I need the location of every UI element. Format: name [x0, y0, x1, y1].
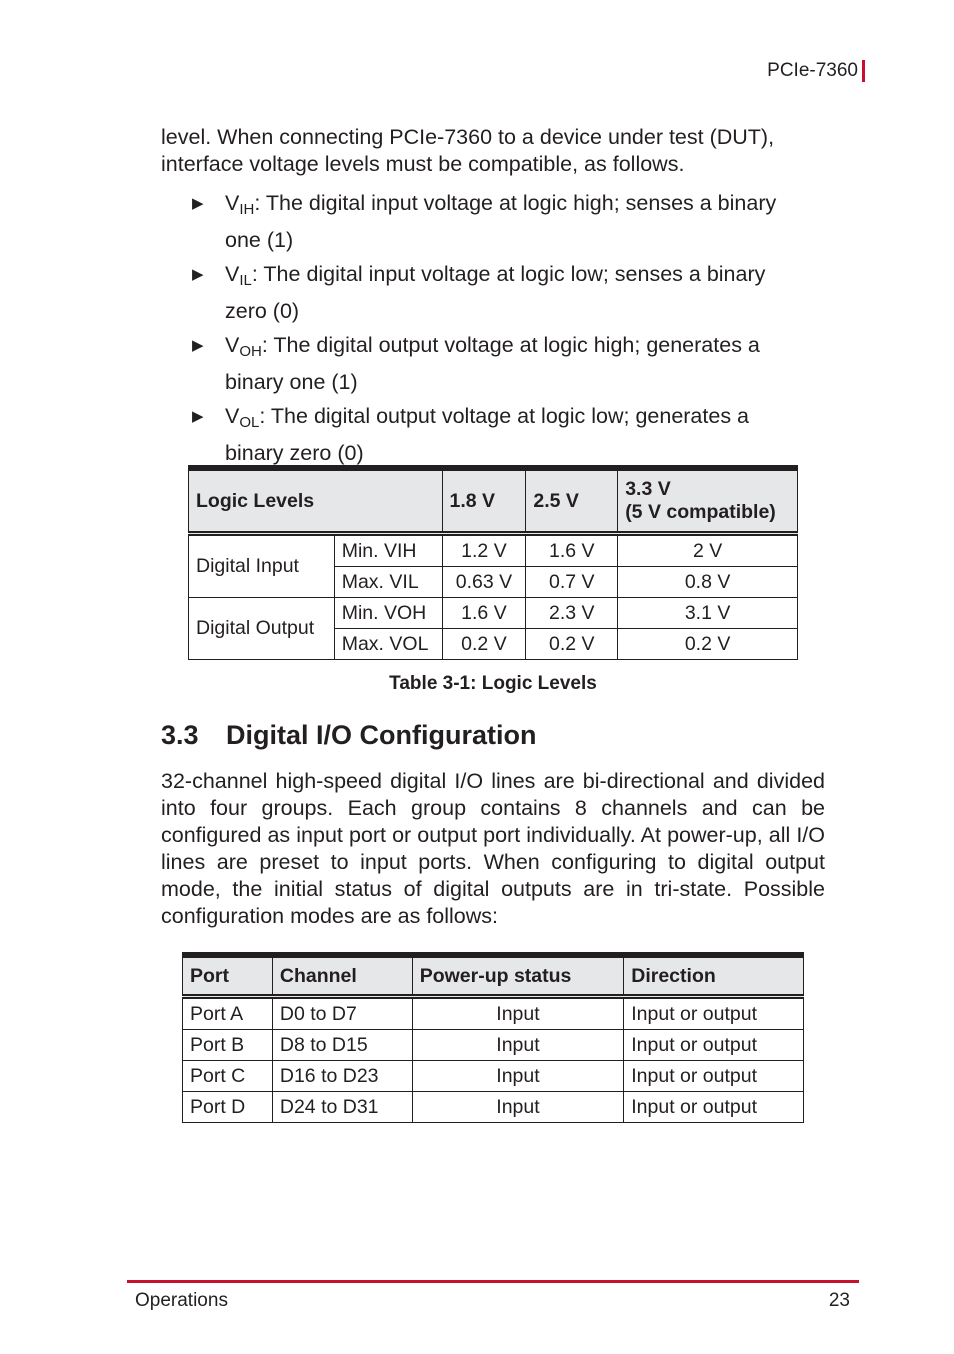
- page-header: [767, 60, 865, 82]
- group-digital-output: Digital Output: [189, 598, 335, 660]
- header-port: Port: [183, 955, 273, 997]
- port-cell: Port B: [183, 1030, 273, 1061]
- table-row: [183, 1092, 804, 1123]
- bullet-text: $V_{OH}$: The digital output voltage at logic high; generates a binary one (1): [225, 333, 760, 394]
- group-digital-input: Digital Input: [189, 534, 335, 598]
- page-number: 23: [828, 1290, 850, 1311]
- footer-divider: [127, 1280, 859, 1283]
- value-cell: 0.8 V: [618, 567, 798, 598]
- channel-cell: D24 to D31: [272, 1092, 412, 1123]
- table-caption: Table 3-1: Logic Levels: [389, 673, 597, 694]
- header-3-3v: 3.3 V (5 V compatible): [618, 468, 798, 534]
- port-cell: Port A: [183, 997, 273, 1030]
- triangle-bullet-icon: ▶: [192, 195, 204, 212]
- section-title: Digital I/O Configuration: [226, 720, 537, 750]
- header-accent-bar: [862, 60, 865, 82]
- table-row: [189, 534, 798, 567]
- bullet-text: $V_{IH}$: The digital input voltage at logic high; senses a binary one (1): [225, 191, 777, 252]
- value-cell: 1.6 V: [442, 598, 526, 629]
- header-logic-levels: Logic Levels: [189, 468, 443, 534]
- header-channel: Channel: [272, 955, 412, 997]
- value-cell: 2 V: [618, 534, 798, 567]
- bullet-vil: [192, 259, 832, 327]
- value-cell: 0.63 V: [442, 567, 526, 598]
- value-cell: 1.2 V: [442, 534, 526, 567]
- value-cell: 2.3 V: [526, 598, 618, 629]
- param-cell: Min. VOH: [334, 598, 442, 629]
- table-header-row: [189, 468, 798, 534]
- voltage-bullet-list: [192, 188, 832, 472]
- header-1-8v: 1.8 V: [442, 468, 526, 534]
- footer-section-name: Operations: [135, 1290, 228, 1311]
- table-row: [189, 598, 798, 629]
- bullet-voh: [192, 330, 832, 398]
- table-row: [183, 1030, 804, 1061]
- section-heading: [161, 720, 536, 751]
- bullet-text: $V_{OL}$: The digital output voltage at logic low; generates a binary zero (0): [225, 404, 749, 465]
- logic-levels-table: [188, 465, 798, 660]
- port-config-table: [182, 952, 804, 1123]
- header-power-up-status: Power-up status: [412, 955, 624, 997]
- param-cell: Max. VIL: [334, 567, 442, 598]
- table-row: [183, 1061, 804, 1092]
- intro-paragraph: level. When connecting PCIe-7360 to a device under test (DUT), interface voltage levels must be compatible, as follows.: [161, 125, 775, 176]
- table-row: [183, 997, 804, 1030]
- value-cell: 0.7 V: [526, 567, 618, 598]
- section-paragraph: 32-channel high-speed digital I/O lines are bi-directional and divided into four groups. Each group contains 8 channels and can be configured as input port or output port individually. At power-up, all I/O lines are preset to input ports. When configuring to digital output mode, the initial status of digital outputs are in tri-state. Possible configuration modes are as follows:: [161, 769, 825, 928]
- triangle-bullet-icon: ▶: [192, 266, 204, 283]
- param-cell: Min. VIH: [334, 534, 442, 567]
- direction-cell: Input or output: [624, 1030, 804, 1061]
- triangle-bullet-icon: ▶: [192, 408, 204, 425]
- doc-title: PCIe-7360: [767, 60, 858, 81]
- bullet-vol: [192, 401, 832, 469]
- direction-cell: Input or output: [624, 1092, 804, 1123]
- direction-cell: Input or output: [624, 1061, 804, 1092]
- channel-cell: D0 to D7: [272, 997, 412, 1030]
- direction-cell: Input or output: [624, 997, 804, 1030]
- status-cell: Input: [412, 997, 624, 1030]
- port-cell: Port C: [183, 1061, 273, 1092]
- bullet-vih: [192, 188, 832, 256]
- table-header-row: [183, 955, 804, 997]
- value-cell: 0.2 V: [618, 629, 798, 660]
- section-number: 3.3: [161, 720, 199, 750]
- status-cell: Input: [412, 1092, 624, 1123]
- channel-cell: D8 to D15: [272, 1030, 412, 1061]
- header-direction: Direction: [624, 955, 804, 997]
- value-cell: 0.2 V: [442, 629, 526, 660]
- status-cell: Input: [412, 1061, 624, 1092]
- status-cell: Input: [412, 1030, 624, 1061]
- port-cell: Port D: [183, 1092, 273, 1123]
- param-cell: Max. VOL: [334, 629, 442, 660]
- value-cell: 3.1 V: [618, 598, 798, 629]
- header-2-5v: 2.5 V: [526, 468, 618, 534]
- channel-cell: D16 to D23: [272, 1061, 412, 1092]
- triangle-bullet-icon: ▶: [192, 337, 204, 354]
- bullet-text: $V_{IL}$: The digital input voltage at logic low; senses a binary zero (0): [225, 262, 766, 323]
- value-cell: 0.2 V: [526, 629, 618, 660]
- value-cell: 1.6 V: [526, 534, 618, 567]
